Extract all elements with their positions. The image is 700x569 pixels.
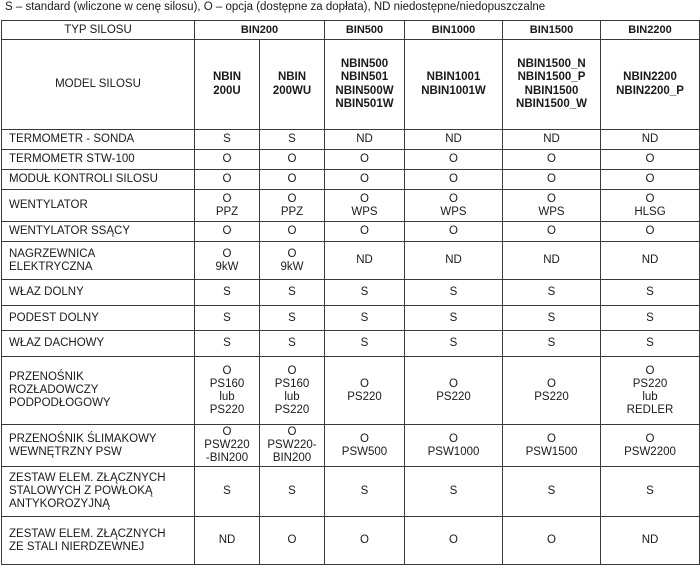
row-label: [2, 170, 195, 190]
table-cell: [260, 331, 325, 357]
cell-value: O: [547, 432, 556, 445]
cell-value: PS220: [436, 390, 471, 403]
table-cell: [405, 306, 503, 331]
row-label: [2, 331, 195, 357]
table-cell: [405, 242, 503, 280]
table-cell: [195, 306, 260, 331]
group-header-bin500: BIN500: [325, 21, 405, 40]
cell-value: ND: [356, 254, 373, 266]
table-cell: [601, 280, 700, 306]
cell-value: S: [547, 311, 556, 324]
cell-value: ND: [543, 254, 560, 266]
table-row: [2, 190, 700, 222]
table-cell: [195, 357, 260, 425]
cell-value: O: [287, 153, 297, 165]
cell-value: lub: [284, 390, 300, 403]
cell-value: S: [449, 485, 458, 497]
cell-value: S: [449, 311, 458, 324]
typ-silosu-label: TYP SILOSU: [2, 21, 195, 40]
row-label: [2, 280, 195, 306]
cell-value: S: [360, 485, 369, 497]
model-name: 200WU: [272, 84, 312, 97]
cell-value: O: [449, 173, 458, 185]
table-cell: [405, 280, 503, 306]
legend-text: S – standard (wliczone w cenę silosu), O – opcja (dostępne za dopłata), ND niedostępne/niedopuszczalne: [5, 1, 546, 13]
cell-value: ND: [543, 133, 560, 145]
header-row: [2, 21, 700, 40]
table-cell: [405, 357, 503, 425]
table-cell: [260, 170, 325, 190]
table-cell: [325, 222, 405, 242]
cell-value: S: [288, 337, 296, 349]
cell-value: PSW1000: [427, 445, 480, 458]
cell-value: O: [360, 192, 369, 205]
table-cell: [601, 150, 700, 170]
row-label-line: TERMOMETR STW-100: [9, 153, 135, 165]
table-cell: [503, 190, 601, 222]
row-label: [2, 306, 195, 331]
table-cell: [601, 190, 700, 222]
cell-value: S: [223, 485, 231, 497]
table-cell: [503, 130, 601, 150]
cell-value: O: [449, 534, 458, 546]
cell-value: O: [547, 225, 556, 237]
model-row: [2, 40, 700, 130]
cell-value: ND: [445, 133, 462, 145]
table-cell: [195, 467, 260, 517]
row-label-line: WŁAZ DOLNY: [9, 286, 84, 298]
cell-value: REDLER: [626, 403, 674, 416]
model-name: 200U: [213, 84, 241, 97]
row-label: [2, 242, 195, 280]
table-cell: [503, 517, 601, 565]
cell-value: 9kW: [215, 260, 239, 273]
row-label: [2, 150, 195, 170]
cell-value: ND: [641, 534, 659, 546]
table-cell: [195, 242, 260, 280]
model-name: NBIN500W: [335, 84, 394, 97]
cell-value: S: [449, 286, 458, 298]
cell-value: PS220: [347, 390, 382, 403]
cell-value: O: [287, 426, 297, 438]
table-cell: [195, 280, 260, 306]
table-cell: [260, 467, 325, 517]
cell-value: S: [288, 133, 296, 145]
cell-value: O: [449, 432, 458, 445]
table-cell: [325, 190, 405, 222]
table-cell: [260, 130, 325, 150]
table-cell: [260, 190, 325, 222]
row-label-line: WENTYLATOR: [9, 199, 88, 211]
row-label-line: STALOWYCH Z POWŁOKĄ: [9, 485, 153, 497]
model-name: NBIN: [212, 71, 242, 83]
cell-value: O: [449, 377, 458, 390]
row-label-line: PODEST DOLNY: [9, 311, 99, 324]
row-label-line: NAGRZEWNICA: [9, 247, 96, 260]
table-row: [2, 517, 700, 565]
row-label: [2, 190, 195, 222]
cell-value: S: [646, 286, 654, 298]
cell-value: S: [360, 311, 369, 324]
cell-value: PSW2200: [624, 445, 676, 458]
table-cell: [503, 170, 601, 190]
table-cell: [601, 331, 700, 357]
row-label-line: WŁAZ DACHOWY: [9, 337, 105, 349]
row-label-line: ROZŁADOWCZY: [9, 384, 99, 396]
table-cell: [325, 467, 405, 517]
cell-value: O: [645, 432, 655, 445]
cell-value: PPZ: [280, 205, 304, 218]
table-cell: [601, 357, 700, 425]
table-cell: [503, 222, 601, 242]
cell-value: O: [360, 153, 369, 165]
row-label: [2, 130, 195, 150]
table-cell: [260, 425, 325, 467]
table-cell: [601, 242, 700, 280]
row-label-line: ELEKTRYCZNA: [9, 260, 93, 273]
table-cell: [195, 331, 260, 357]
table-cell: [503, 331, 601, 357]
table-cell: [503, 467, 601, 517]
cell-value: O: [547, 153, 556, 165]
cell-value: O: [547, 377, 556, 390]
cell-value: S: [547, 337, 556, 349]
table-cell: [405, 331, 503, 357]
cell-value: S: [646, 311, 654, 324]
cell-value: PPZ: [215, 205, 239, 218]
table-cell: [325, 150, 405, 170]
table-cell: [325, 170, 405, 190]
model-name: NBIN1500: [524, 84, 579, 97]
cell-value: O: [449, 225, 458, 237]
row-label: [2, 357, 195, 425]
table-cell: [325, 517, 405, 565]
table-row: [2, 170, 700, 190]
cell-value: O: [449, 153, 458, 165]
cell-value: ND: [445, 254, 462, 266]
model-name: NBIN1500_P: [517, 71, 586, 83]
table-cell: [325, 425, 405, 467]
cell-value: S: [223, 337, 231, 349]
model-name: NBIN1001: [426, 71, 481, 83]
table-row: [2, 467, 700, 517]
cell-value: O: [360, 432, 369, 445]
cell-value: O: [360, 377, 369, 390]
cell-value: PS220: [632, 377, 668, 390]
cell-value: PS220: [274, 403, 310, 416]
row-label-line: PODPODŁOGOWY: [9, 397, 111, 409]
cell-value: O: [222, 364, 232, 377]
cell-value: S: [223, 133, 231, 145]
row-label-line: WENTYLATOR SSĄCY: [9, 225, 130, 237]
cell-value: ND: [641, 254, 659, 266]
table-row: [2, 306, 700, 331]
cell-value: WPS: [538, 205, 565, 218]
row-label-line: PRZENOŚNIK ŚLIMAKOWY: [9, 432, 157, 445]
cell-value: O: [287, 247, 297, 260]
table-row: [2, 222, 700, 242]
table-cell: [260, 357, 325, 425]
row-label: [2, 517, 195, 565]
cell-value: O: [547, 192, 556, 205]
cell-value: O: [645, 225, 655, 237]
cell-value: PS220: [534, 390, 569, 403]
cell-value: O: [222, 225, 232, 237]
cell-value: O: [547, 534, 556, 546]
table-row: [2, 425, 700, 467]
cell-value: O: [645, 173, 655, 185]
model-cell: [601, 40, 700, 130]
table-cell: [503, 242, 601, 280]
cell-value: O: [449, 192, 458, 205]
cell-value: S: [547, 485, 556, 497]
table-cell: [405, 467, 503, 517]
row-label: [2, 222, 195, 242]
cell-value: S: [547, 286, 556, 298]
table-row: [2, 150, 700, 170]
cell-value: ND: [356, 133, 373, 145]
cell-value: O: [547, 173, 556, 185]
model-name: NBIN2200_P: [616, 84, 684, 97]
cell-value: PS220: [209, 403, 245, 416]
table-cell: [601, 170, 700, 190]
table-cell: [601, 467, 700, 517]
table-cell: [195, 130, 260, 150]
cell-value: PS160: [274, 377, 310, 390]
table-cell: [195, 150, 260, 170]
table-cell: [195, 190, 260, 222]
cell-value: S: [223, 311, 231, 324]
group-header-bin2200: BIN2200: [601, 21, 700, 40]
cell-value: 9kW: [280, 260, 304, 273]
table-cell: [195, 170, 260, 190]
table-cell: [503, 150, 601, 170]
cell-value: S: [360, 286, 369, 298]
cell-value: O: [360, 534, 369, 546]
silo-options-table: [1, 20, 700, 565]
table-row: [2, 331, 700, 357]
cell-value: O: [287, 364, 297, 377]
cell-value: O: [222, 426, 232, 438]
table-cell: [405, 170, 503, 190]
table-row: [2, 357, 700, 425]
table-cell: [325, 242, 405, 280]
group-header-bin200: BIN200: [195, 21, 325, 40]
cell-value: S: [646, 337, 654, 349]
model-name: NBIN501: [340, 71, 389, 83]
model-cell: [260, 40, 325, 130]
row-label-line: ANTYKOROZYJNĄ: [9, 498, 110, 510]
cell-value: S: [223, 286, 231, 298]
model-name: NBIN2200: [623, 71, 677, 83]
table-cell: [503, 357, 601, 425]
cell-value: PSW220: [204, 439, 250, 451]
cell-value: O: [222, 173, 232, 185]
row-label-line: ZE STALI NIERDZEWNEJ: [9, 540, 145, 553]
cell-value: O: [645, 192, 655, 205]
row-label-line: ZESTAW ELEM. ZŁĄCZNYCH: [9, 472, 166, 484]
table-cell: [601, 306, 700, 331]
row-label-line: WEWNĘTRZNY PSW: [9, 445, 122, 458]
cell-value: ND: [218, 534, 236, 546]
model-name: NBIN501W: [335, 98, 394, 110]
model-cell: [195, 40, 260, 130]
cell-value: ND: [641, 133, 659, 145]
cell-value: PSW1500: [525, 445, 578, 458]
table-cell: [325, 280, 405, 306]
table-cell: [601, 130, 700, 150]
table-cell: [405, 425, 503, 467]
cell-value: O: [360, 173, 369, 185]
table-cell: [195, 425, 260, 467]
cell-value: S: [288, 485, 296, 497]
model-cell: [405, 40, 503, 130]
table-cell: [260, 280, 325, 306]
table-cell: [405, 130, 503, 150]
cell-value: S: [646, 485, 654, 497]
table-cell: [405, 222, 503, 242]
cell-value: BIN200: [272, 452, 312, 464]
table-cell: [405, 517, 503, 565]
row-label: [2, 467, 195, 517]
cell-value: O: [287, 225, 297, 237]
cell-value: -BIN200: [205, 452, 249, 464]
cell-value: O: [222, 153, 232, 165]
cell-value: O: [287, 534, 297, 546]
cell-value: O: [360, 225, 369, 237]
table-cell: [260, 222, 325, 242]
table-cell: [601, 425, 700, 467]
row-label-line: ZESTAW ELEM. ZŁĄCZNYCH: [9, 527, 166, 540]
cell-value: PSW220-: [267, 439, 317, 451]
table-cell: [601, 222, 700, 242]
cell-value: lub: [642, 390, 658, 403]
table-cell: [325, 130, 405, 150]
cell-value: O: [222, 192, 232, 205]
cell-value: WPS: [351, 205, 378, 218]
cell-value: PSW500: [341, 445, 388, 458]
model-name: NBIN: [277, 71, 307, 83]
table-cell: [195, 222, 260, 242]
group-header-bin1000: BIN1000: [405, 21, 503, 40]
cell-value: O: [222, 247, 232, 260]
model-name: NBIN1001W: [421, 84, 486, 97]
table-cell: [325, 306, 405, 331]
table-cell: [503, 280, 601, 306]
row-label-line: PRZENOŚNIK: [9, 371, 84, 383]
model-cell: [503, 40, 601, 130]
table-cell: [260, 242, 325, 280]
model-name: NBIN1500_W: [516, 98, 587, 110]
cell-value: S: [360, 337, 369, 349]
row-label: [2, 425, 195, 467]
cell-value: S: [449, 337, 458, 349]
table-cell: [325, 331, 405, 357]
table-cell: [503, 425, 601, 467]
table-cell: [260, 150, 325, 170]
model-cell: [325, 40, 405, 130]
table-cell: [195, 517, 260, 565]
table-cell: [260, 306, 325, 331]
cell-value: HLSG: [634, 205, 666, 218]
table-row: [2, 280, 700, 306]
table-cell: [405, 150, 503, 170]
table-row: [2, 242, 700, 280]
cell-value: lub: [219, 390, 235, 403]
cell-value: S: [288, 286, 296, 298]
cell-value: O: [287, 192, 297, 205]
table-cell: [601, 517, 700, 565]
cell-value: S: [288, 311, 296, 324]
row-label-line: MODUŁ KONTROLI SILOSU: [9, 173, 158, 185]
cell-value: WPS: [440, 205, 467, 218]
cell-value: O: [287, 173, 297, 185]
cell-value: O: [645, 153, 655, 165]
model-silosu-label: MODEL SILOSU: [2, 40, 195, 130]
cell-value: O: [645, 364, 655, 377]
model-name: NBIN500: [340, 57, 389, 70]
table-cell: [405, 190, 503, 222]
row-label-line: TERMOMETR - SONDA: [9, 133, 135, 145]
group-header-bin1500: BIN1500: [503, 21, 601, 40]
table-cell: [503, 306, 601, 331]
table-cell: [325, 357, 405, 425]
model-name: NBIN1500_N: [517, 57, 586, 70]
cell-value: PS160: [209, 377, 245, 390]
table-cell: [260, 517, 325, 565]
table-row: [2, 130, 700, 150]
